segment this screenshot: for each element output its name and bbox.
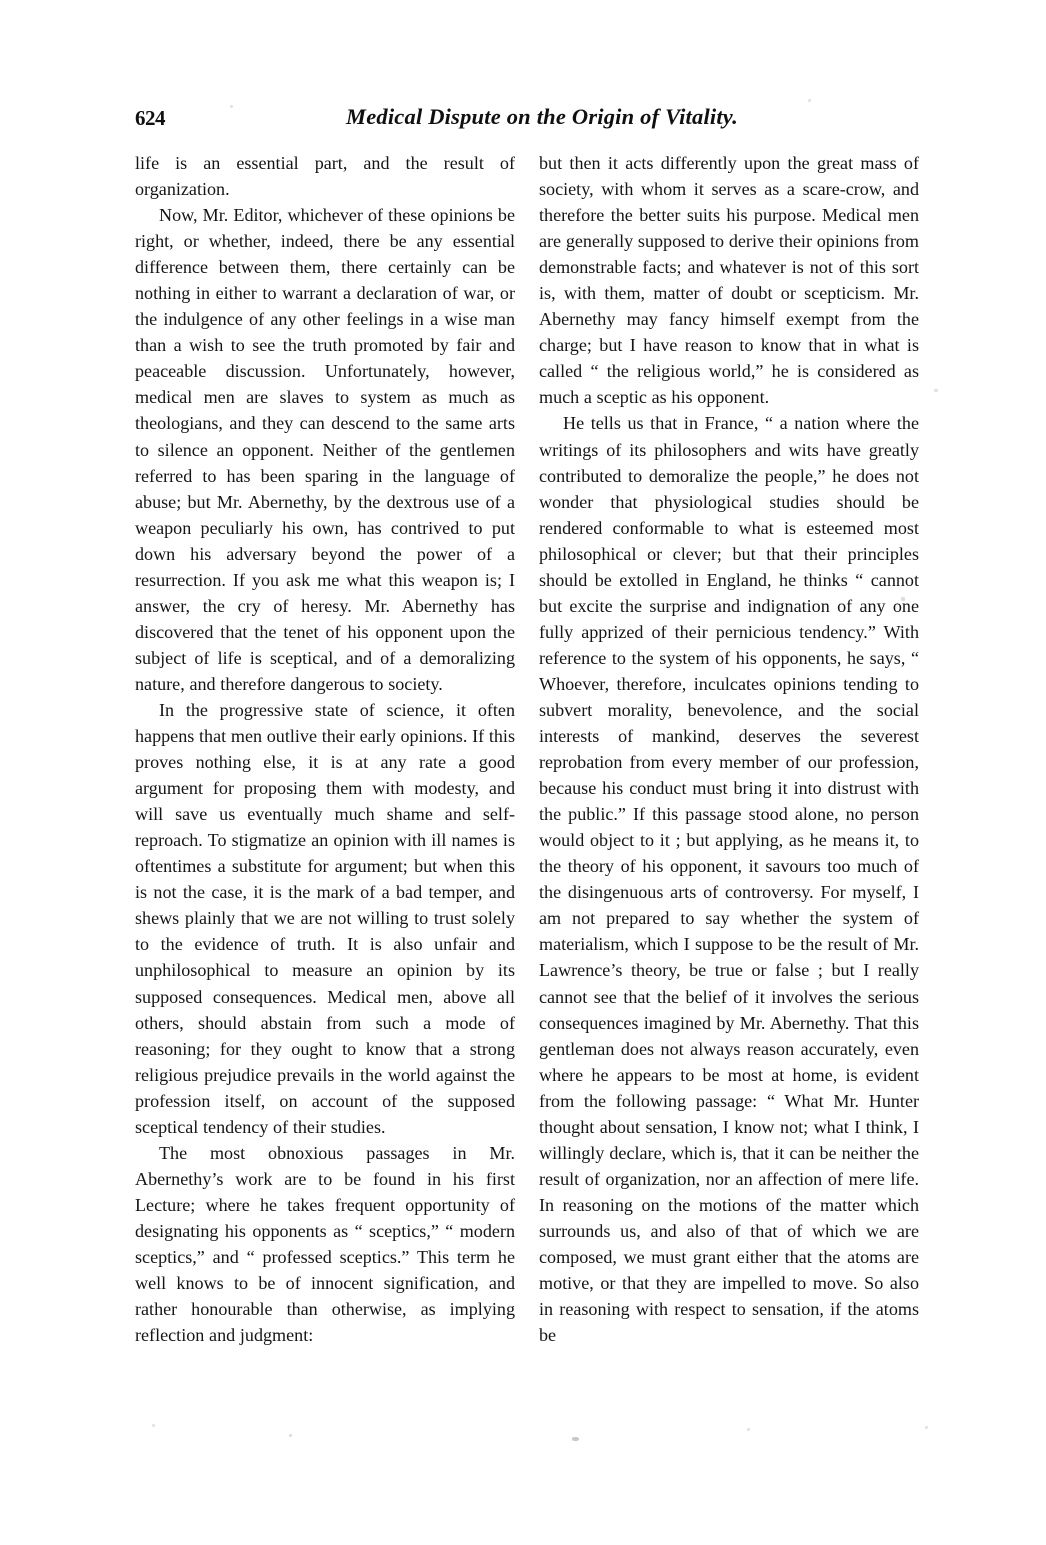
running-head-title: Medical Dispute on the Origin of Vitality. (346, 104, 738, 129)
column-left (135, 150, 515, 1415)
scan-speck (901, 597, 905, 601)
paragraph: life is an essential part, and the result of organization. (135, 153, 515, 200)
page-number: 624 (135, 106, 165, 130)
scan-speck (152, 1424, 155, 1427)
scan-speck (747, 1428, 750, 1431)
paragraph: In the progressive state of science, it often happens that men outlive their early opinions. If this proves nothing else, it is at any rate a good argument for proposing them with modesty, and will save us eventually much shame and self-reproach. To stigmatize an opinion with ill names is oftentimes a substitute for argument; but when this is not the case, it is the mark of a bad temper, and shews plainly that we are not willing to trust solely to the evidence of truth. It is also unfair and unphilosophical to measure an opinion by its supposed consequences. Medical men, above all others, should abstain from such a mode of reasoning; for they ought to know that a strong religious prejudice prevails in the world against the profession itself, on account of the supposed sceptical tendency of their studies. (135, 699, 515, 1137)
paragraph: but then it acts differently upon the great mass of society, with whom it serves as a scare-crow, and therefore the better suits his purpose. Medical men are generally supposed to derive their opinions from demonstrable facts; and whatever is not of this sort is, with them, matter of doubt or scepticism. Mr. Abernethy may fancy himself exempt from the charge; but I have reason to know that in what is called “ the religious world,” he is considered as much a sceptic as his opponent. (539, 153, 919, 408)
scan-speck (808, 99, 811, 102)
scan-speck (934, 389, 938, 392)
paragraph: He tells us that in France, “ a nation where the writings of its philosophers and wits have greatly contributed to demoralize the people,” he does not wonder that physiological studies should be rendered conformable to what is esteemed most philosophical or clever; but that their principles should be extolled in England, he thinks “ cannot but excite the surprise and indignation of any one fully apprized of their pernicious tendency.” With reference to the system of his opponents, he says, “ Whoever, therefore, inculcates opinions tending to subvert morality, benevolence, and the social interests of mankind, deserves the severest reprobation from every member of our profession, because his conduct must bring it into distrust with the public.” If this passage stood alone, no person would object to it ; but applying, as he means it, to the theory of his opponent, it savours too much of the disingenuous arts of controversy. For myself, I am not prepared to say whether the system of materialism, which I suppose to be the result of Mr. Lawrence’s theory, be true or false ; but I really cannot see that the belief of it involves the serious consequences imagined by Mr. Abernethy. That this gentleman does not always reason accurately, even where he appears to be most at home, is evident from the following passage: “ What Mr. Hunter thought about sensation, I know not; what I think, I willingly declare, which is, that it can be neither the result of organization, nor an affection of mere life. In reasoning on the motions of the matter which surrounds us, and also of that of which we are composed, we must grant either that the atoms are motive, or that they are impelled to move. So also in reasoning with respect to sensation, if the atoms be (539, 413, 919, 1346)
body-columns (135, 150, 919, 1415)
scan-speck (572, 1437, 579, 1441)
running-head (135, 104, 915, 138)
scan-speck (925, 1426, 928, 1429)
scan-speck (289, 1434, 292, 1437)
scan-speck (230, 105, 233, 108)
paragraph: The most obnoxious passages in Mr. Abernethy’s work are to be found in his first Lecture; where he takes frequent opportunity of designating his opponents as “ sceptics,” “ modern sceptics,” and “ professed sceptics.” This term he well knows to be of innocent signification, and rather honourable than otherwise, as implying reflection and judgment: (135, 1142, 515, 1346)
paragraph: Now, Mr. Editor, whichever of these opinions be right, or whether, indeed, there be any essential difference between them, there certainly can be nothing in either to warrant a declaration of war, or the indulgence of any other feelings in a wise man than a wish to see the truth promoted by fair and peaceable discussion. Unfortunately, however, medical men are slaves to system as much as theologians, and they can descend to the same arts to silence an opponent. Neither of the gentlemen referred to has been sparing in the language of abuse; but Mr. Abernethy, by the dextrous use of a weapon peculiarly his own, has contrived to put down his adversary beyond the power of a resurrection. If you ask me what this weapon is; I answer, the cry of heresy. Mr. Abernethy has discovered that the tenet of his opponent upon the subject of life is sceptical, and of a demoralizing nature, and therefore dangerous to society. (135, 205, 515, 694)
column-right (539, 150, 919, 1415)
